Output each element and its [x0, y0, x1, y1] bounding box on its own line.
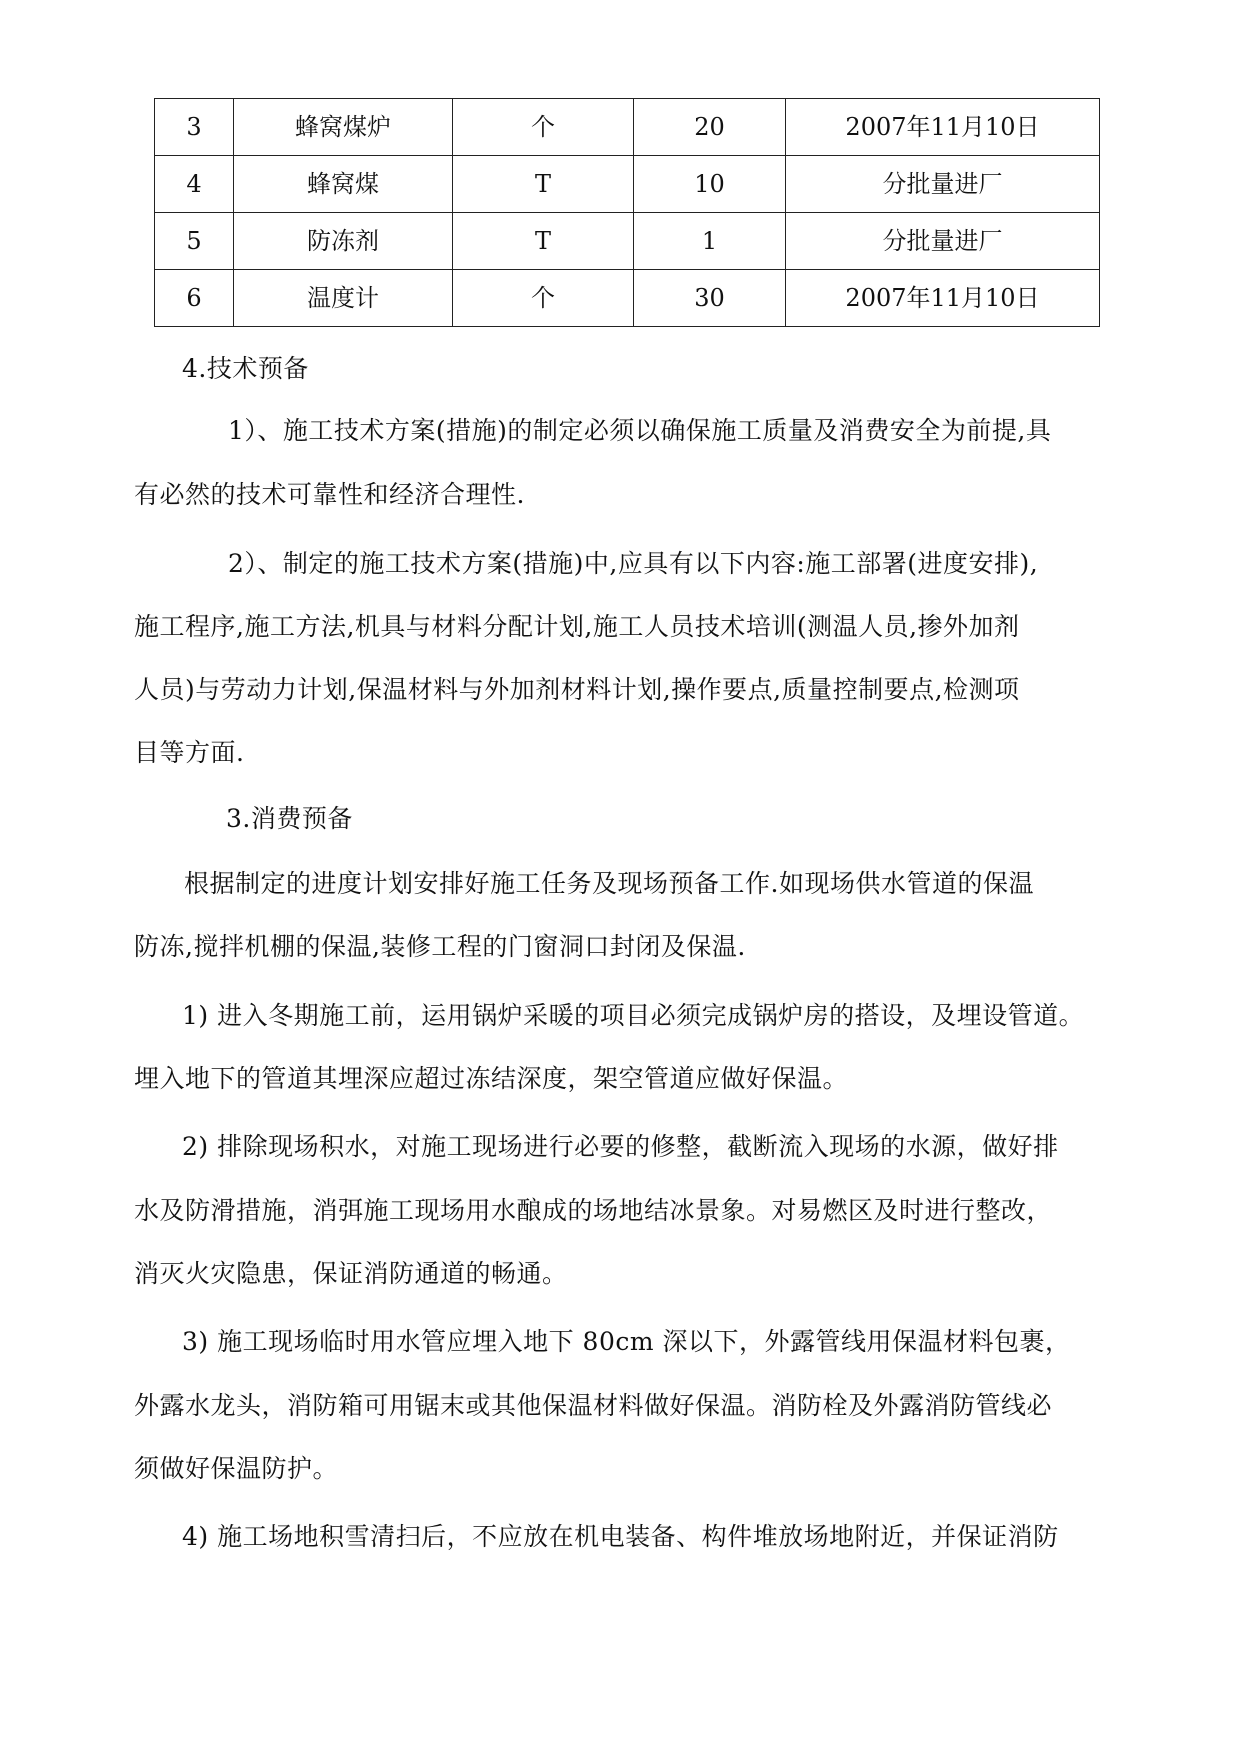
table-cell: 3	[155, 99, 234, 156]
paragraph-line: 消灭火灾隐患，保证消防通道的畅通。	[134, 1259, 568, 1288]
table-cell: 蜂窝煤炉	[234, 99, 453, 156]
paragraph-line: 水及防滑措施，消弭施工现场用水酿成的场地结冰景象。对易燃区及时进行整改，	[134, 1196, 1053, 1225]
table-cell: 6	[155, 270, 234, 327]
table-cell: 10	[634, 156, 786, 213]
paragraph-line: 根据制定的进度计划安排好施工任务及现场预备工作.如现场供水管道的保温	[184, 869, 1034, 898]
paragraph-line: 3) 施工现场临时用水管应埋入地下 80cm 深以下，外露管线用保温材料包裹，	[182, 1327, 1071, 1356]
materials-table	[154, 98, 1100, 327]
paragraph-line: 外露水龙头，消防箱可用锯末或其他保温材料做好保温。消防栓及外露消防管线必	[134, 1391, 1053, 1420]
table-cell: T	[453, 156, 634, 213]
section-heading-production-prep: 3.消费预备	[226, 804, 353, 833]
table-row	[155, 156, 1100, 213]
table-cell: 1	[634, 213, 786, 270]
table-cell: 温度计	[234, 270, 453, 327]
table-cell: 2007年11月10日	[786, 99, 1100, 156]
paragraph-line: 施工程序,施工方法,机具与材料分配计划,施工人员技术培训(测温人员,掺外加剂	[134, 612, 1020, 641]
paragraph-line: 防冻,搅拌机棚的保温,装修工程的门窗洞口封闭及保温.	[134, 932, 746, 961]
table-cell: 个	[453, 99, 634, 156]
paragraph-line: 目等方面.	[134, 738, 245, 767]
paragraph-line: 埋入地下的管道其埋深应超过冻结深度，架空管道应做好保温。	[134, 1064, 849, 1093]
paragraph-line: 2）、制定的施工技术方案(措施)中,应具有以下内容:施工部署(进度安排),	[228, 549, 1039, 578]
table-cell: 4	[155, 156, 234, 213]
paragraph-line: 4) 施工场地积雪清扫后，不应放在机电装备、构件堆放场地附近，并保证消防	[182, 1522, 1059, 1551]
table-row	[155, 270, 1100, 327]
table-cell: 防冻剂	[234, 213, 453, 270]
table-cell: 5	[155, 213, 234, 270]
paragraph-line: 1) 进入冬期施工前，运用锅炉采暖的项目必须完成锅炉房的搭设，及埋设管道。	[182, 1001, 1085, 1030]
paragraph-line: 须做好保温防护。	[134, 1454, 339, 1483]
paragraph-line: 1）、施工技术方案(措施)的制定必须以确保施工质量及消费安全为前提,具	[228, 416, 1052, 445]
paragraph-line: 2) 排除现场积水，对施工现场进行必要的修整，截断流入现场的水源，做好排	[182, 1132, 1059, 1161]
paragraph-line: 有必然的技术可靠性和经济合理性.	[134, 480, 525, 509]
section-heading-tech-prep: 4.技术预备	[182, 354, 309, 383]
table-cell: 蜂窝煤	[234, 156, 453, 213]
table-row	[155, 213, 1100, 270]
table-cell: 分批量进厂	[786, 156, 1100, 213]
table-row	[155, 99, 1100, 156]
table-cell: 个	[453, 270, 634, 327]
paragraph-line: 人员)与劳动力计划,保温材料与外加剂材料计划,操作要点,质量控制要点,检测项	[134, 675, 1020, 704]
table-cell: 20	[634, 99, 786, 156]
table-cell: T	[453, 213, 634, 270]
table-cell: 2007年11月10日	[786, 270, 1100, 327]
table-cell: 30	[634, 270, 786, 327]
table-cell: 分批量进厂	[786, 213, 1100, 270]
